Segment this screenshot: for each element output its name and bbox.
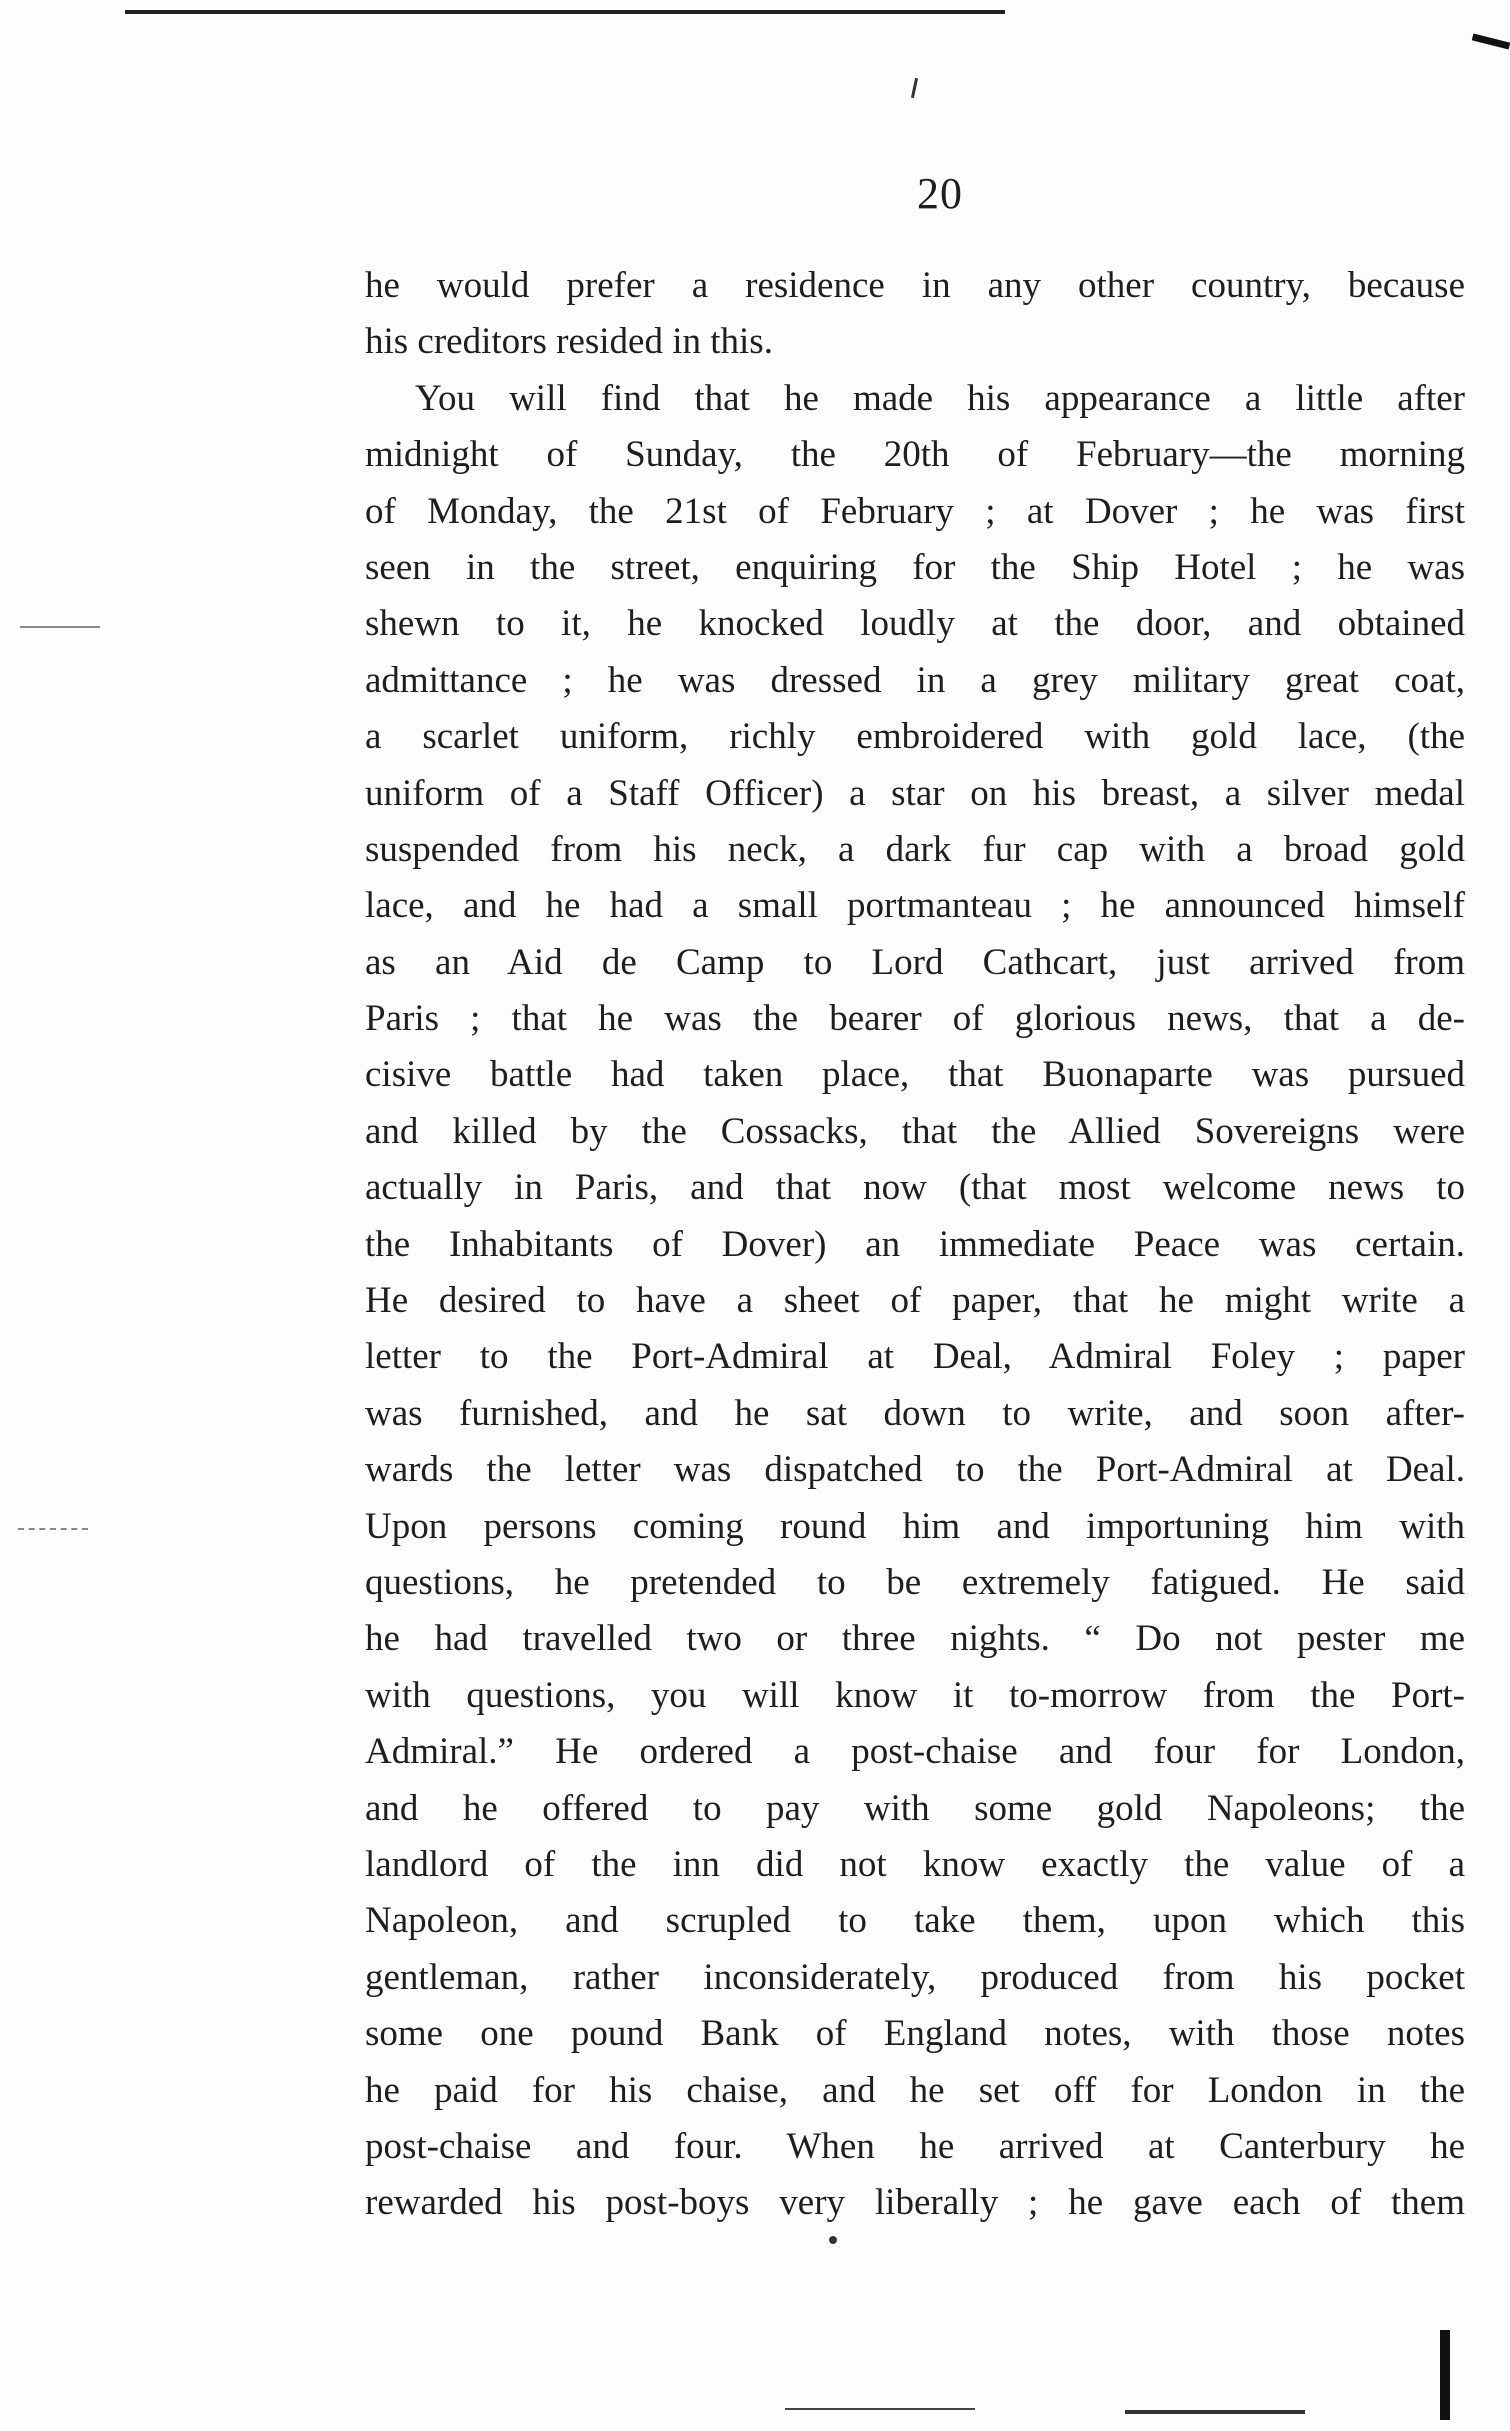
text-line: suspended from his neck, a dark fur cap with a broad gold (365, 828, 1465, 870)
margin-mark (20, 626, 100, 628)
margin-mark (18, 1528, 88, 1530)
text-line: and he offered to pay with some gold Napoleons; the (365, 1787, 1465, 1829)
text-line: You will find that he made his appearance a little after (415, 377, 1465, 419)
text-line: Napoleon, and scrupled to take them, upon which this (365, 1900, 1465, 1942)
text-line: some one pound Bank of England notes, with those notes (365, 2013, 1465, 2055)
text-line: the Inhabitants of Dover) an immediate Peace was certain. (365, 1223, 1465, 1265)
tick-mark (911, 78, 918, 98)
text-line: gentleman, rather inconsiderately, produced from his pocket (365, 1956, 1465, 1998)
text-line: with questions, you will know it to-morrow from the Port- (365, 1674, 1465, 1716)
text-line: Paris ; that he was the bearer of glorious news, that a de- (365, 998, 1465, 1040)
text-line: of Monday, the 21st of February ; at Dover ; he was first (365, 490, 1465, 532)
bottom-rule (785, 2408, 975, 2410)
text-line: Admiral.” He ordered a post-chaise and four for London, (365, 1731, 1465, 1773)
page-number: 20 (917, 169, 963, 218)
text-line: letter to the Port-Admiral at Deal, Admiral Foley ; paper (365, 1336, 1465, 1378)
top-rule (125, 10, 1005, 14)
body-text (365, 258, 1465, 2232)
text-line: wards the letter was dispatched to the Port-Admiral at Deal. (365, 1449, 1465, 1491)
text-line: actually in Paris, and that now (that most welcome news to (365, 1167, 1465, 1209)
text-line: was furnished, and he sat down to write, and soon after- (365, 1392, 1465, 1434)
bottom-rule (1125, 2410, 1305, 2414)
text-line: midnight of Sunday, the 20th of February—the morning (365, 434, 1465, 476)
text-line: his creditors resided in this. (365, 321, 773, 363)
text-line: post-chaise and four. When he arrived at Canterbury he (365, 2125, 1465, 2167)
corner-mark (1472, 34, 1510, 50)
text-line: he paid for his chaise, and he set off for London in the (365, 2069, 1465, 2111)
text-line: he had travelled two or three nights. “ Do not pester me (365, 1618, 1465, 1660)
bottom-dot (829, 2236, 837, 2244)
text-line: Upon persons coming round him and importuning him with (365, 1505, 1465, 1547)
text-line: lace, and he had a small portmanteau ; he announced himself (365, 885, 1465, 927)
text-line: and killed by the Cossacks, that the Allied Sovereigns were (365, 1110, 1465, 1152)
text-line: uniform of a Staff Officer) a star on his breast, a silver medal (365, 772, 1465, 814)
text-line: a scarlet uniform, richly embroidered with gold lace, (the (365, 716, 1465, 758)
text-line: questions, he pretended to be extremely fatigued. He said (365, 1561, 1465, 1603)
text-line: He desired to have a sheet of paper, that he might write a (365, 1280, 1465, 1322)
text-line: landlord of the inn did not know exactly the value of a (365, 1843, 1465, 1885)
text-line: shewn to it, he knocked loudly at the door, and obtained (365, 603, 1465, 645)
text-line: rewarded his post-boys very liberally ; he gave each of them (365, 2182, 1465, 2224)
text-line: as an Aid de Camp to Lord Cathcart, just arrived from (365, 941, 1465, 983)
text-line: seen in the street, enquiring for the Ship Hotel ; he was (365, 546, 1465, 588)
corner-mark (1440, 2330, 1450, 2420)
text-line: cisive battle had taken place, that Buonaparte was pursued (365, 1054, 1465, 1096)
text-line: he would prefer a residence in any other country, because (365, 265, 1465, 306)
text-line: admittance ; he was dressed in a grey military great coat, (365, 659, 1465, 701)
